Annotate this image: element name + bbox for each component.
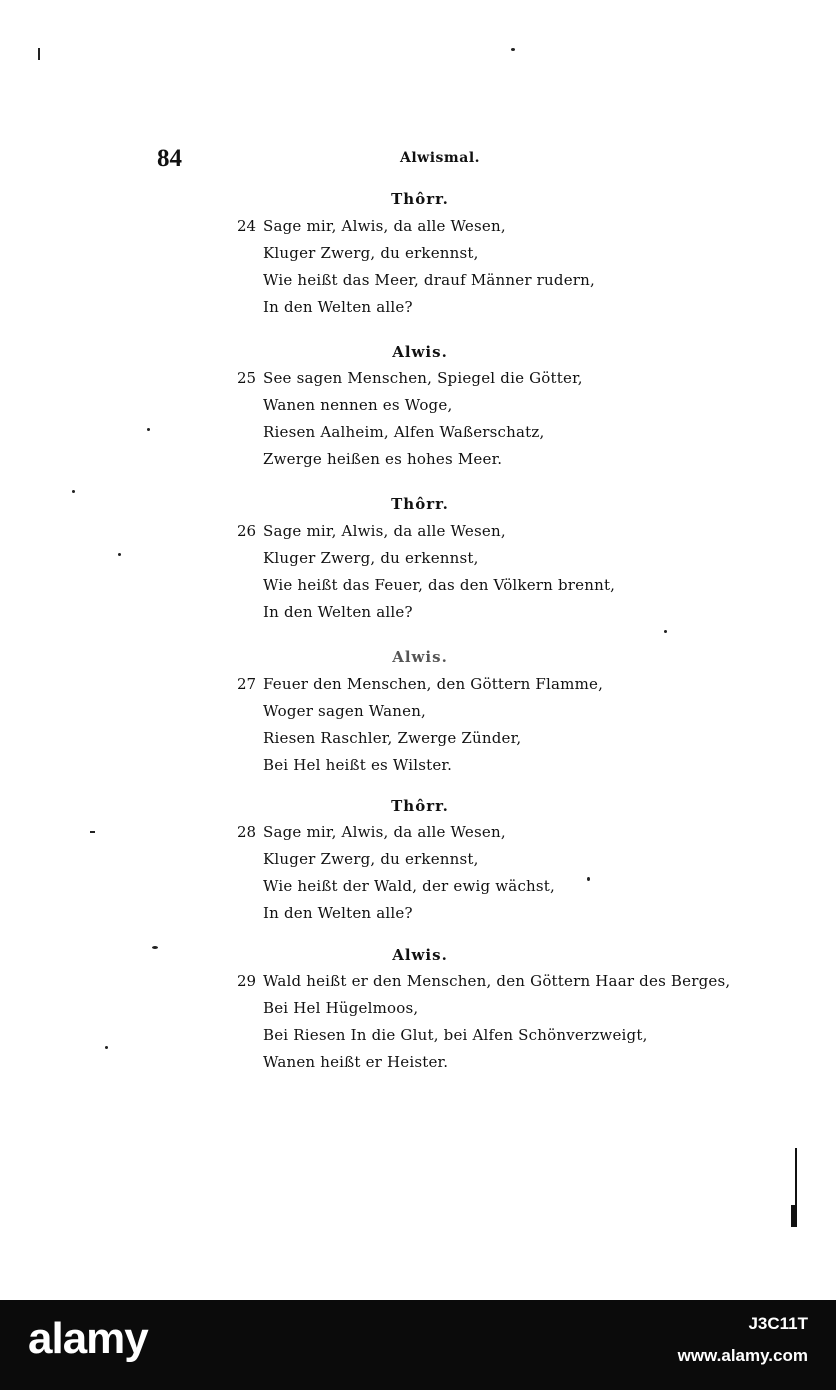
verse-line: Wanen heißt er Heister.	[263, 1053, 449, 1071]
speaker-heading: Alwis.	[392, 343, 448, 361]
verse-line: Kluger Zwerg, du erkennst,	[263, 850, 479, 868]
speaker-heading: Alwis.	[392, 946, 448, 964]
stock-id: J3C11T	[748, 1314, 808, 1333]
stanza-number: 29	[237, 972, 257, 990]
verse-line: Wie heißt das Feuer, das den Völkern brennt,	[263, 576, 616, 594]
scan-speck	[664, 630, 667, 633]
footer-url: www.alamy.com	[677, 1346, 808, 1365]
stanza-number: 26	[237, 522, 257, 540]
verse-line: Zwerge heißen es hohes Meer.	[263, 450, 503, 468]
scan-speck	[118, 553, 121, 556]
verse-line: Riesen Aalheim, Alfen Waßerschatz,	[263, 423, 545, 441]
verse-line: Bei Hel heißt es Wilster.	[263, 756, 453, 774]
scan-speck	[152, 946, 158, 949]
speaker-heading: Alwis.	[392, 648, 448, 666]
speaker-heading: Thôrr.	[391, 190, 449, 208]
verse-line: Sage mir, Alwis, da alle Wesen,	[263, 217, 506, 235]
verse-line: Bei Hel Hügelmoos,	[263, 999, 419, 1017]
scan-speck	[72, 490, 75, 493]
verse-line: In den Welten alle?	[263, 298, 413, 316]
verse-line: See sagen Menschen, Spiegel die Götter,	[263, 369, 583, 387]
stanza-number: 24	[237, 217, 257, 235]
watermark-footer	[0, 1300, 836, 1390]
verse-line: Sage mir, Alwis, da alle Wesen,	[263, 823, 506, 841]
verse-line: Wanen nennen es Woge,	[263, 396, 453, 414]
verse-line: Wie heißt der Wald, der ewig wächst,	[263, 877, 555, 895]
verse-line: Feuer den Menschen, den Göttern Flamme,	[263, 675, 604, 693]
verse-line: Wie heißt das Meer, drauf Männer rudern,	[263, 271, 595, 289]
speaker-heading: Thôrr.	[391, 797, 449, 815]
verse-line: Kluger Zwerg, du erkennst,	[263, 549, 479, 567]
speaker-heading: Thôrr.	[391, 495, 449, 513]
verse-line: Woger sagen Wanen,	[263, 702, 427, 720]
brand-logo: alamy	[28, 1314, 148, 1363]
page-edge-mark	[795, 1148, 797, 1208]
stanza-number: 28	[237, 823, 257, 841]
stanza-number: 25	[237, 369, 257, 387]
verse-line: Bei Riesen In die Glut, bei Alfen Schönverzweigt,	[263, 1026, 648, 1044]
scan-speck	[90, 831, 95, 833]
page-number: 84	[157, 145, 182, 172]
verse-line: Riesen Raschler, Zwerge Zünder,	[263, 729, 522, 747]
scan-speck	[511, 48, 515, 51]
scan-speck	[147, 428, 150, 431]
verse-line: Wald heißt er den Menschen, den Göttern Haar des Berges,	[263, 972, 731, 990]
stanza-number: 27	[237, 675, 257, 693]
scan-speck	[587, 877, 590, 881]
scan-speck	[105, 1046, 108, 1049]
verse-line: In den Welten alle?	[263, 904, 413, 922]
verse-line: Sage mir, Alwis, da alle Wesen,	[263, 522, 506, 540]
page-edge-mark	[791, 1205, 797, 1227]
verse-line: Kluger Zwerg, du erkennst,	[263, 244, 479, 262]
scan-speck	[38, 48, 40, 60]
verse-line: In den Welten alle?	[263, 603, 413, 621]
running-head: Alwismal.	[400, 150, 481, 166]
